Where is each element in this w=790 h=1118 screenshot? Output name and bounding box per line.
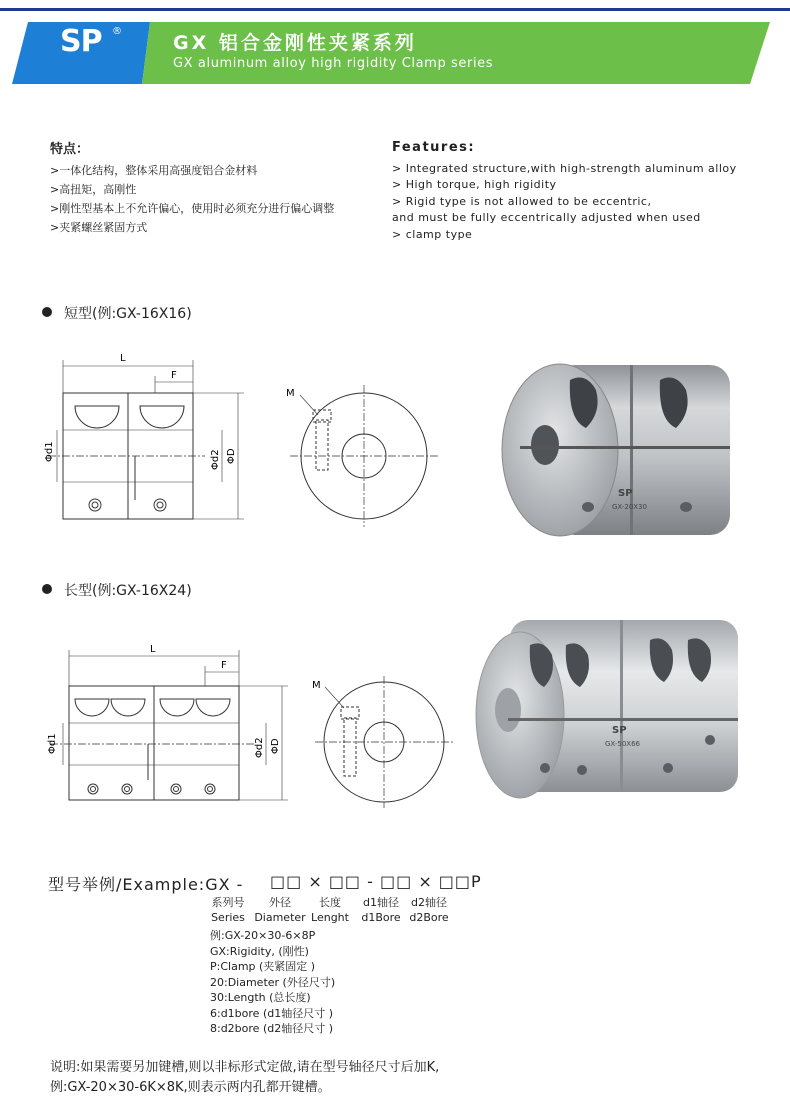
- dim-L: L: [150, 644, 156, 655]
- long-side-view: [315, 676, 455, 808]
- short-side-view: [290, 385, 440, 527]
- dim-d1: Φd1: [44, 441, 55, 462]
- note-line: 20:Diameter (外径尺寸): [210, 975, 336, 989]
- footer-line: 例:GX-20×30-6K×8K,则表示两内孔都开键槽。: [50, 1080, 331, 1095]
- page-title-en: GX aluminum alloy high rigidity Clamp series: [173, 56, 494, 71]
- note-line: GX:Rigidity, (刚性): [210, 944, 309, 958]
- dim-d2: Φd2: [254, 737, 265, 758]
- feature-en-item: and must be fully eccentrically adjusted when used: [392, 211, 701, 224]
- dim-d1: Φd1: [47, 733, 58, 754]
- feature-cn-item: >刚性型基本上不允许偏心，使用时必须充分进行偏心调整: [50, 202, 335, 215]
- short-photo-mark: SP: [618, 488, 633, 499]
- label-series: 系列号 Series: [211, 896, 245, 924]
- logo: SP: [60, 24, 102, 59]
- label-length: 长度 Lenght: [311, 896, 349, 924]
- long-photo-mark: SP: [612, 725, 627, 736]
- label-d2bore: d2轴径 d2Bore: [409, 896, 449, 924]
- footer-note: [50, 1058, 439, 1098]
- dim-d2: Φd2: [210, 449, 221, 470]
- feature-en-item: > clamp type: [392, 227, 473, 241]
- dim-M: M: [312, 680, 321, 691]
- feature-cn-item: >一体化结构，整体采用高强度铝合金材料: [50, 164, 258, 177]
- example-notes: [210, 928, 335, 1037]
- features-en-heading: Features:: [392, 140, 476, 155]
- dim-D: ΦD: [226, 448, 237, 464]
- short-type-title: 短型(例:GX-16X16): [64, 306, 192, 322]
- dim-L: L: [120, 353, 126, 364]
- note-line: 8:d2bore (d2轴径尺寸 ): [210, 1022, 334, 1035]
- registered-mark: ®: [112, 26, 122, 37]
- feature-en-item: > Rigid type is not allowed to be eccentric,: [392, 194, 652, 208]
- long-type-title: 长型(例:GX-16X24): [64, 583, 192, 599]
- dim-M: M: [286, 388, 295, 399]
- example-heading: 型号举例/Example:GX -: [48, 875, 244, 894]
- note-line: 6:d1bore (d1轴径尺寸 ): [210, 1006, 334, 1020]
- feature-en-item: > Integrated structure,with high-strength aluminum alloy: [392, 161, 737, 175]
- dim-F: F: [221, 660, 227, 671]
- dim-F: F: [171, 370, 177, 381]
- features-cn-heading: 特点：: [50, 142, 90, 157]
- feature-cn-item: >高扭矩，高刚性: [50, 183, 137, 196]
- short-photo-text: GX-20X30: [612, 503, 648, 511]
- footer-line: 说明:如果需要另加键槽,则以非标形式定做,请在型号轴径尺寸后加K,: [50, 1060, 440, 1075]
- feature-en-item: > High torque, high rigidity: [392, 178, 557, 191]
- label-diameter: 外径 Diameter: [254, 896, 306, 924]
- feature-cn-item: >夹紧螺丝紧固方式: [50, 221, 148, 234]
- note-line: 例:GX-20×30-6×8P: [210, 929, 316, 942]
- note-line: P:Clamp (夹紧固定 ): [210, 960, 316, 973]
- label-d1bore: d1轴径 d1Bore: [361, 896, 401, 924]
- long-photo-text: GX-50X66: [605, 740, 641, 748]
- dim-D: ΦD: [270, 738, 281, 754]
- note-line: 30:Length (总长度): [210, 991, 311, 1004]
- example-code: □□ × □□ - □□ × □□P: [270, 872, 482, 891]
- short-front-view: [48, 360, 244, 519]
- page-title-cn: GX 铝合金刚性夹紧系列: [173, 32, 417, 54]
- long-front-view: [50, 650, 288, 800]
- long-photo: [476, 620, 738, 798]
